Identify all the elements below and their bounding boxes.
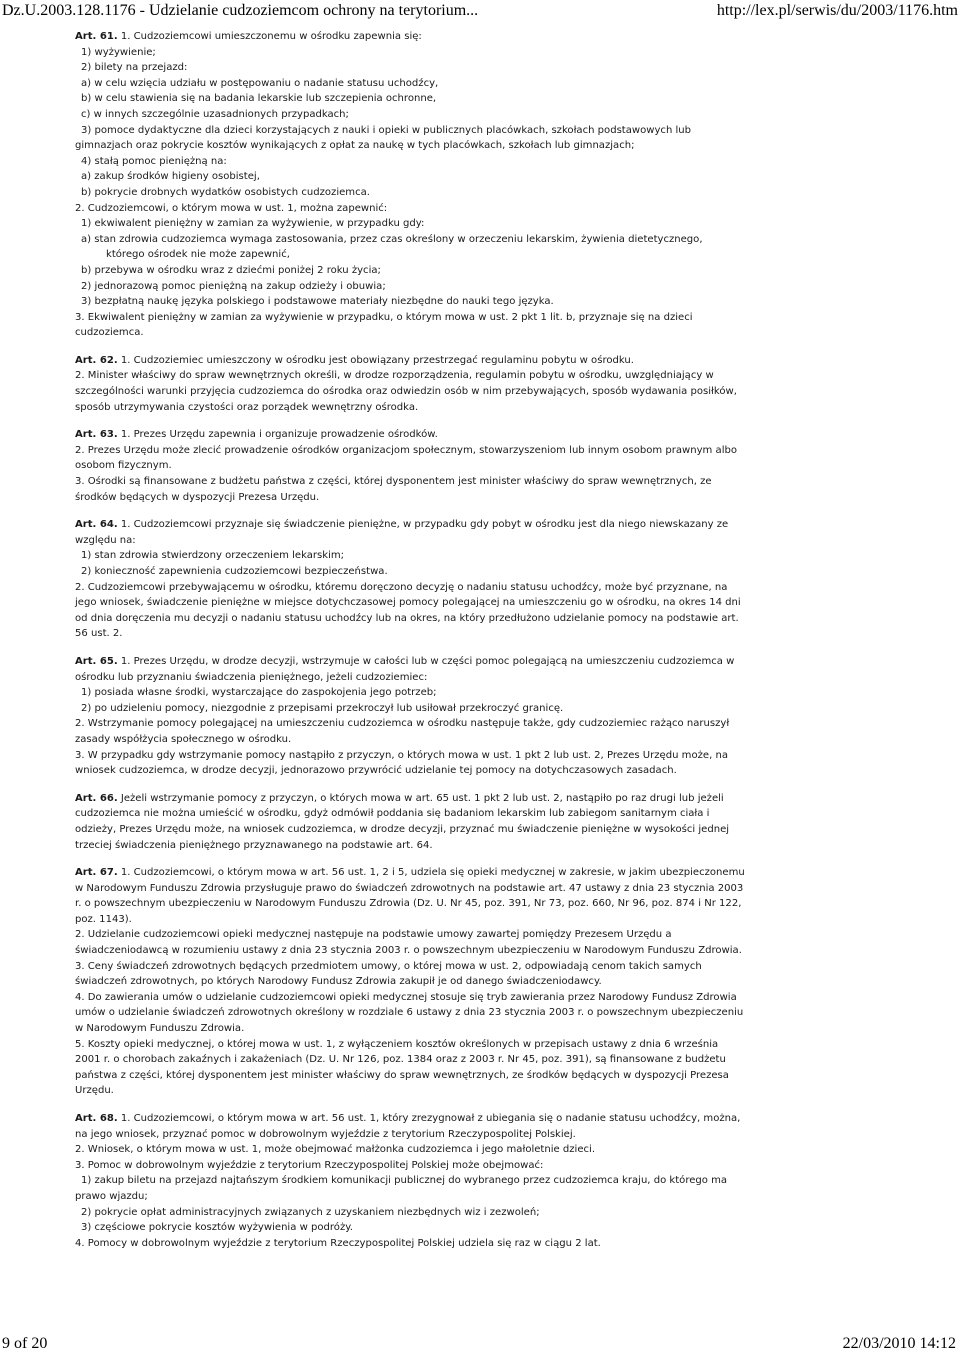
article-section	[75, 1111, 741, 1251]
article-line	[75, 45, 715, 61]
article-line	[75, 201, 715, 217]
article-line	[75, 1021, 715, 1037]
article-line-text: środków będących w dyspozycji Prezesa Urzędu.	[75, 491, 320, 503]
article-line	[75, 626, 715, 642]
article-line-text: ośrodku lub przyznaniu świadczenia pieniężnego, jeżeli cudzoziemiec:	[75, 671, 428, 683]
article-line-text: 3. Pomoc w dobrowolnym wyjeździe z terytorium Rzeczypospolitej Polskiej może obejmować:	[75, 1159, 544, 1171]
article-line	[75, 1005, 744, 1021]
article-line	[75, 822, 730, 838]
article-line	[75, 701, 715, 717]
article-line	[75, 685, 715, 701]
article-line	[75, 1083, 715, 1099]
article-line-text: 1) ekwiwalent pieniężny w zamian za wyżywienie, w przypadku gdy:	[81, 218, 425, 230]
article-line	[75, 595, 741, 611]
article-line	[75, 1111, 741, 1127]
article-line-text: a) zakup środków higieny osobistej,	[81, 171, 260, 183]
article-line	[75, 76, 715, 92]
article-line	[75, 732, 715, 748]
article-line-text: świadczeniodawcą w rozumieniu ustawy z dnia 23 stycznia 2003 r. o powszechnym ubezpieczeniu w Narodowym Funduszu Zdrowia.	[75, 945, 742, 957]
article-line-text: 2) po udzieleniu pomocy, niezgodnie z przepisami przekroczył lub usiłował przekroczyć granicę.	[81, 702, 564, 714]
article-line-text: 3. W przypadku gdy wstrzymanie pomocy nastąpiło z przyczyn, o których mowa w ust. 1 pkt 2 lub ust. 2, Prezes Urzędu może, na	[75, 749, 728, 761]
article-line-text: r. o powszechnym ubezpieczeniu w Narodowym Funduszu Zdrowia (Dz. U. Nr 45, poz. 391, Nr 73, poz. 660, Nr 96, poz. 874 i Nr 122,	[75, 898, 742, 910]
article-line-text: a) w celu wzięcia udziału w postępowaniu o nadanie statusu uchodźcy,	[81, 77, 439, 89]
article-line-text: cudzoziemca nie można umieścić w ośrodku, gdyż odmówił poddania się badaniom lekarskim lub zabiegom sanitarnym ciała i	[75, 808, 710, 820]
article-line-text: 2. Prezes Urzędu może zlecić prowadzenie ośrodków organizacjom społecznym, stowarzyszeniom lub innym osobom prawnym albo	[75, 444, 738, 456]
article-line	[75, 974, 715, 990]
article-line-text: a) stan zdrowia cudzoziemca wymaga zastosowania, przez czas określony w orzeczeniu lekarskim, żywienia dietetycznego,	[81, 233, 703, 245]
article-line-text: b) w celu stawienia się na badania lekarskie lub szczepienia ochronne,	[81, 93, 437, 105]
article-line	[75, 548, 715, 564]
article-line	[75, 748, 728, 764]
article-section	[75, 29, 715, 341]
article-line	[75, 611, 739, 627]
article-line-text: 2. Wstrzymanie pomocy polegającej na umieszczeniu cudzoziemca w ośrodku następuje także, gdy cudzoziemiec rażąco naruszył	[75, 718, 730, 730]
article-line-text: wniosek cudzoziemca, w drodze decyzji, jednorazowo przywrócić udzielanie tej pomocy na dotychczasowych zasadach.	[75, 765, 677, 777]
article-line-text: prawo wjazdu;	[75, 1190, 148, 1202]
article-line-text: 2. Wniosek, o którym mowa w ust. 1, może obejmować małżonka cudzoziemca i jego małoletnie dzieci.	[75, 1144, 596, 1156]
article-line-text: c) w innych szczególnie uzasadnionych przypadkach;	[81, 108, 349, 120]
article-line-text: 3) częściowe pokrycie kosztów wyżywienia w podróży.	[81, 1222, 353, 1234]
article-line	[75, 427, 715, 443]
article-line	[75, 1158, 715, 1174]
article-line	[75, 912, 715, 928]
article-line	[75, 927, 715, 943]
article-number: Art. 67.	[75, 867, 118, 879]
article-line-text: 3. Ośrodki są finansowane z budżetu państwa z części, której dysponentem jest minister właściwy do spraw wewnętrznych, ze	[75, 476, 712, 488]
article-line-text: osobom fizycznym.	[75, 460, 172, 472]
article-line	[75, 654, 735, 670]
article-line-text: 3. Ekwiwalent pieniężny w zamian za wyżywienie w przypadku, o którym mowa w ust. 2 pkt 1 lit. b, przyznaje się na dzieci	[75, 311, 693, 323]
article-line-text: 1. Cudzoziemcowi, o którym mowa w art. 56 ust. 1, który zrezygnował z ubiegania się o nadanie statusu uchodźcy, można,	[120, 1113, 741, 1124]
article-line	[75, 1189, 715, 1205]
article-line	[75, 29, 715, 45]
article-line-text: jego wniosek, świadczenie pieniężne w miejsce dotychczasowej pomocy polegającej na umieszczeniu go w ośrodku, na okres 14 dni	[75, 597, 741, 609]
article-section	[75, 427, 738, 505]
article-line-text: odzieży, Prezes Urzędu może, na wniosek cudzoziemca, w drodze decyzji, przyznać mu świadczenie pieniężne w wysokości jednej	[75, 823, 730, 835]
article-line-text: 3) bezpłatną naukę języka polskiego i podstawowe materiały niezbędne do nauki tego języka.	[81, 296, 554, 308]
article-line	[75, 263, 715, 279]
article-line	[75, 580, 728, 596]
article-line-text: cudzoziemca.	[75, 327, 144, 339]
article-line-text: 5. Koszty opieki medycznej, o której mowa w ust. 1, z wyłączeniem kosztów określonych w przepisach ustawy z dnia 6 września	[75, 1038, 719, 1050]
article-line	[75, 517, 729, 533]
article-line	[75, 474, 715, 490]
article-line-text: b) pokrycie drobnych wydatków osobistych cudzoziemca.	[81, 186, 370, 198]
article-line-text: gimnazjach oraz pokrycie kosztów wynikających z opłat za naukę w tych placówkach, szkołach lub gimnazjach;	[75, 140, 635, 152]
article-line-text: 2001 r. o chorobach zakaźnych i zakażeniach (Dz. U. Nr 126, poz. 1384 oraz z 2003 r. Nr 45, poz. 391), są finansowane z budżetu	[75, 1054, 726, 1066]
article-line	[75, 1220, 715, 1236]
article-line-text: Urzędu.	[75, 1085, 114, 1097]
document-header-url[interactable]: http://lex.pl/serwis/du/2003/1176.htm	[716, 2, 958, 19]
article-number: Art. 68.	[75, 1113, 118, 1124]
article-line-text: 2) konieczność zapewnienia cudzoziemcowi bezpieczeństwa.	[81, 566, 388, 577]
article-line-text: 2. Udzielanie cudzoziemcowi opieki medycznej następuje na podstawie umowy zawartej pomiędzy Prezesem Urzędu a	[75, 929, 672, 941]
article-line	[75, 1127, 715, 1143]
article-line	[75, 353, 715, 369]
article-line	[75, 838, 715, 854]
article-line-text: trzeciej świadczenia pieniężnego przyznawanego na podstawie art. 64.	[75, 839, 433, 851]
article-number: Art. 64.	[75, 519, 118, 531]
article-line-text: 1) wyżywienie;	[81, 46, 156, 58]
article-line	[75, 443, 738, 459]
article-line-text: 1. Prezes Urzędu zapewnia i organizuje prowadzenie ośrodków.	[120, 429, 438, 441]
article-line	[75, 533, 715, 549]
article-line	[75, 865, 745, 881]
article-line	[75, 232, 715, 248]
article-line	[75, 185, 715, 201]
article-line	[75, 716, 730, 732]
article-line-text: w Narodowym Funduszu Zdrowia.	[75, 1023, 245, 1035]
article-line	[75, 990, 737, 1006]
article-line-text: poz. 1143).	[75, 913, 132, 925]
article-line-text: 56 ust. 2.	[75, 628, 123, 640]
article-line	[75, 763, 715, 779]
article-line	[75, 806, 715, 822]
article-line-text: 2. Minister właściwy do spraw wewnętrznych określi, w drodze rozporządzenia, regulamin pobytu w ośrodku, uwzględniający w	[75, 370, 714, 382]
article-line	[75, 216, 715, 232]
article-section	[75, 865, 745, 1099]
article-line-text: szczególności warunki przyjęcia cudzoziemca do ośrodka oraz odwiedzin osób w nim przebywających, sposób wydawania posiłków,	[75, 386, 737, 398]
article-line	[75, 1068, 729, 1084]
article-line	[75, 490, 715, 506]
article-number: Art. 61.	[75, 31, 118, 42]
article-number: Art. 66.	[75, 792, 118, 804]
article-line	[75, 154, 715, 170]
article-line	[75, 791, 724, 807]
article-line	[75, 1205, 715, 1221]
article-line-text: 1. Cudzoziemiec umieszczony w ośrodku jest obowiązany przestrzegać regulaminu pobytu w ośrodku.	[120, 354, 634, 366]
article-line	[75, 294, 715, 310]
article-line	[75, 384, 737, 400]
article-line-text: 2) bilety na przejazd:	[81, 62, 188, 74]
article-line	[75, 169, 715, 185]
article-line-text: sposób utrzymywania czystości oraz porządek wewnętrzny ośrodka.	[75, 401, 419, 413]
article-line	[75, 670, 715, 686]
print-datetime: 22/03/2010 14:12	[842, 1335, 956, 1352]
article-line	[75, 400, 715, 416]
article-line-text: świadczeń zdrowotnych, po których Narodowy Fundusz Zdrowia zakupił je od danego świadczeniodawcy.	[75, 976, 602, 988]
article-line	[75, 325, 715, 341]
article-line-text: umów o udzielanie świadczeń zdrowotnych określony w rozdziale 6 ustawy z dnia 23 stycznia 2003 r. o powszechnym ubezpieczeniu	[75, 1007, 744, 1019]
article-line-text: państwa z części, której dysponentem jest minister właściwy do spraw wewnętrznych, ze środków będących w dyspozycji Prezesa	[75, 1069, 729, 1081]
article-line-text: 4) stałą pomoc pieniężną na:	[81, 155, 227, 167]
article-section	[75, 654, 735, 779]
article-line-text: 1. Cudzoziemcowi, o którym mowa w art. 56 ust. 1, 2 i 5, udziela się opieki medycznej w zakresie, w jakim ubezpieczonemu	[120, 867, 745, 879]
article-line-text: względu na:	[75, 534, 136, 546]
article-line-text: 1. Cudzoziemcowi przyznaje się świadczenie pieniężne, w przypadku gdy pobyt w ośrodku jest dla niego niewskazany ze	[120, 519, 729, 531]
article-line-text: 1) posiada własne środki, wystarczające do zaspokojenia jego potrzeb;	[81, 687, 437, 699]
article-line-text: 1. Prezes Urzędu, w drodze decyzji, wstrzymuje w całości lub w części pomoc polegającą na umieszczeniu cudzoziemca w	[120, 655, 735, 667]
article-section	[75, 353, 737, 415]
article-line	[75, 943, 742, 959]
article-number: Art. 65.	[75, 655, 118, 667]
article-line	[75, 91, 715, 107]
article-line-text: Jeżeli wstrzymanie pomocy z przyczyn, o których mowa w art. 65 ust. 1 pkt 2 lub ust. 2, nastąpiło po raz drugi lub jeżeli	[120, 792, 724, 804]
article-line-text: 1. Cudzoziemcowi umieszczonemu w ośrodku zapewnia się:	[120, 31, 422, 42]
article-section	[75, 791, 730, 853]
article-line	[75, 1236, 715, 1252]
article-section	[75, 517, 741, 642]
document-body	[75, 29, 745, 1263]
article-line	[75, 1142, 715, 1158]
article-line	[75, 60, 715, 76]
article-line	[75, 458, 715, 474]
article-line-text: 4. Do zawierania umów o udzielanie cudzoziemcowi opieki medycznej stosuje się tryb zawierania przez Narodowy Fundusz Zdrowia	[75, 991, 737, 1003]
article-line	[75, 368, 715, 384]
article-line	[75, 959, 715, 975]
article-number: Art. 62.	[75, 354, 118, 366]
article-line	[75, 279, 715, 295]
article-line-text: od dnia doręczenia mu decyzji o nadaniu statusu uchodźcy lub na okres, na który przedłużono udzielanie pomocy na podstawie art.	[75, 612, 739, 624]
article-line-text: 3) pomoce dydaktyczne dla dzieci korzystających z nauki i opieki w publicznych placówkach, szkołach podstawowych lub	[81, 124, 692, 136]
article-number: Art. 63.	[75, 429, 118, 441]
article-line-text: 2. Cudzoziemcowi przebywającemu w ośrodku, któremu doręczono decyzję o nadaniu statusu uchodźcy, może być przyznane, na	[75, 581, 728, 593]
article-line-text: którego ośrodek nie może zapewnić,	[106, 249, 290, 261]
article-line-text: 2. Cudzoziemcowi, o którym mowa w ust. 1, można zapewnić:	[75, 202, 388, 214]
article-line-text: 1) zakup biletu na przejazd najtańszym środkiem komunikacji publicznej do wybranego przez cudzoziemca kraju, do którego ma	[81, 1175, 728, 1187]
article-line	[75, 564, 715, 580]
document-header-title: Dz.U.2003.128.1176 - Udzielanie cudzoziemcom ochrony na terytorium...	[2, 2, 479, 19]
article-line-text: na jego wniosek, przyznać pomoc w dobrowolnym wyjeździe z terytorium Rzeczypospolitej Polskiej.	[75, 1128, 576, 1140]
article-line-text: 3. Ceny świadczeń zdrowotnych będących przedmiotem umowy, o której mowa w ust. 2, odpowiadają cenom takich samych	[75, 960, 702, 972]
article-line-text: zasady współżycia społecznego w ośrodku.	[75, 733, 292, 745]
article-line	[75, 107, 715, 123]
article-line	[75, 1037, 719, 1053]
article-line	[75, 123, 715, 139]
article-line-text: 2) pokrycie opłat administracyjnych związanych z uzyskaniem niezbędnych wiz i zezwoleń;	[81, 1206, 540, 1218]
article-line	[75, 881, 744, 897]
article-line-text: 4. Pomocy w dobrowolnym wyjeździe z terytorium Rzeczypospolitej Polskiej udziela się raz w ciągu 2 lat.	[75, 1237, 601, 1249]
article-line	[75, 1052, 726, 1068]
article-line	[75, 1173, 728, 1189]
article-line-text: 1) stan zdrowia stwierdzony orzeczeniem lekarskim;	[81, 550, 345, 562]
article-line-text: 2) jednorazową pomoc pieniężną na zakup odzieży i obuwia;	[81, 280, 386, 292]
article-line-text: w Narodowym Funduszu Zdrowia przysługuje prawo do świadczeń zdrowotnych na podstawie art. 47 ustawy z dnia 23 stycznia 2003	[75, 882, 744, 894]
page-number: 9 of 20	[2, 1335, 48, 1352]
article-line	[75, 247, 715, 263]
article-line	[75, 896, 742, 912]
article-line	[75, 138, 715, 154]
article-line-text: b) przebywa w ośrodku wraz z dziećmi poniżej 2 roku życia;	[81, 264, 381, 276]
article-line	[75, 310, 715, 326]
